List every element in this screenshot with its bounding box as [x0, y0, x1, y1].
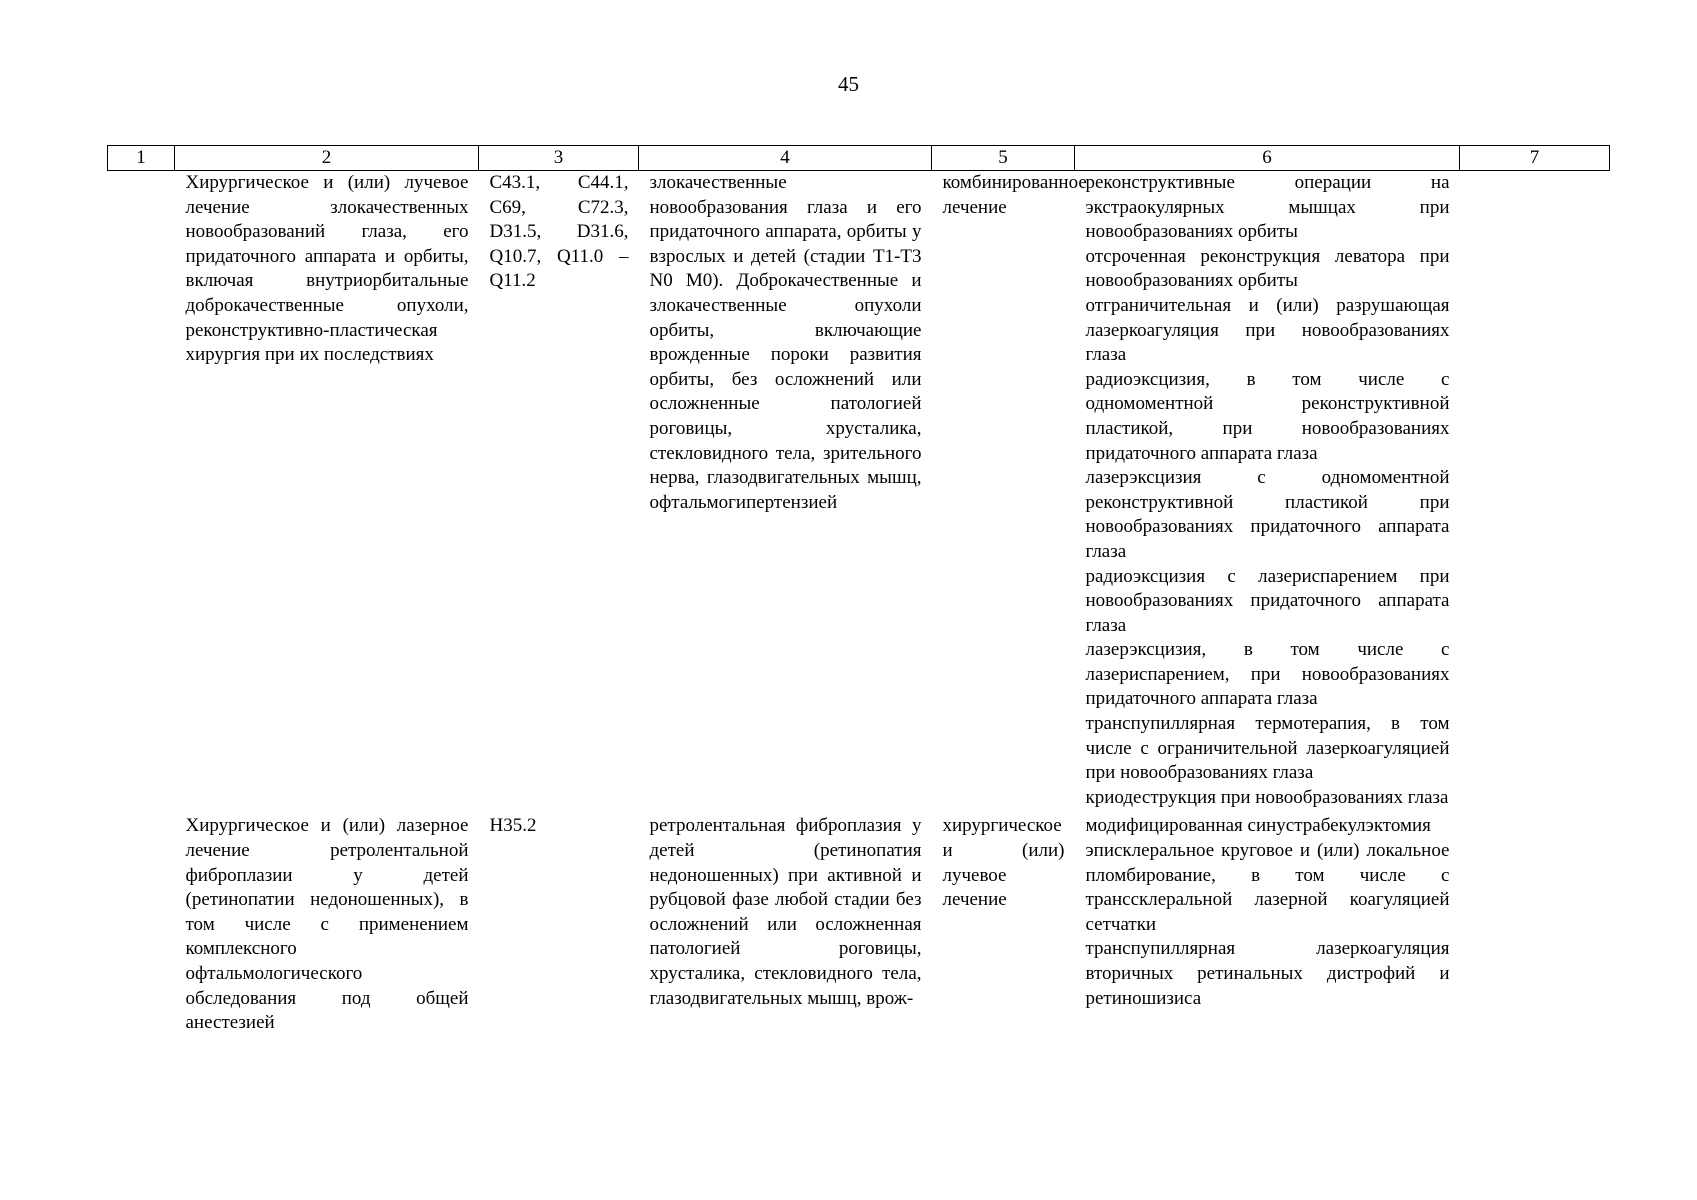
row2-icd-codes: H35.2	[489, 815, 537, 837]
services-table	[107, 145, 1610, 1040]
row1-col1	[108, 171, 175, 815]
method-item: лазерэксцизия, в том числе с лазериспарением, при новообразованиях придаточного аппарата глаза	[1085, 639, 1450, 710]
header-col-4: 4	[639, 146, 932, 171]
header-col-3: 3	[479, 146, 639, 171]
row1-patient-model: злокачественные новообразования глаза и его придаточного аппарата, орбиты у взрослых и детей (стадии T1-T3 N0 M0). Доброкачественные и злокачественные опухоли орбиты, включающие врожденные пороки развития орбиты, без осложнений или осложненные патологией роговицы, хрусталика, стекловидного тела, зрительного нерва, глазодвигательных мышц, офтальмогипертензией	[649, 172, 922, 513]
method-item: отграничительная и (или) разрушающая лазеркоагуляция при новообразованиях глаза	[1085, 294, 1450, 366]
header-col-1: 1	[108, 146, 175, 171]
row2-treatment-type: хирургическое и (или) лучевое лечение	[942, 815, 1065, 911]
method-item: реконструктивные операции на экстраокулярных мышцах при новообразованиях орбиты	[1085, 172, 1450, 243]
header-col-7: 7	[1460, 146, 1610, 171]
row1-methods	[1075, 171, 1460, 815]
row2-col7	[1460, 814, 1610, 1039]
row2-methods	[1075, 814, 1460, 1039]
method-item: радиоэксцизия, в том числе с одномоментной реконструктивной пластикой, при новообразованиях придаточного аппарата глаза	[1085, 368, 1450, 464]
row1-col7	[1460, 171, 1610, 815]
row2-treatment-name: Хирургическое и (или) лазерное лечение ретролентальной фиброплазии у детей (ретинопатии недоношенных), в том числе с применением комплексного офтальмологического обследования под общей анестезией	[185, 815, 469, 1034]
method-item: лазерэксцизия с одномоментной реконструктивной пластикой при новообразованиях придаточного аппарата глаза	[1085, 467, 1450, 562]
header-col-6: 6	[1075, 146, 1460, 171]
method-item: транспупиллярная термотерапия, в том числе с ограничительной лазеркоагуляцией при новообразованиях глаза	[1085, 713, 1450, 784]
method-item: криодеструкция при новообразованиях глаза	[1085, 786, 1449, 808]
table-row	[108, 814, 1610, 1039]
method-item: транспупиллярная лазеркоагуляция вторичных ретинальных дистрофий и ретиношизиса	[1085, 938, 1450, 1009]
row1-treatment-type: комбинированное лечение	[942, 172, 1087, 218]
method-item: радиоэксцизия с лазериспарением при новообразованиях придаточного аппарата глаза	[1085, 565, 1450, 636]
header-col-2: 2	[175, 146, 479, 171]
header-row	[108, 146, 1610, 171]
row2-col1	[108, 814, 175, 1039]
table-row	[108, 171, 1610, 815]
row1-icd-codes: C43.1, C44.1, C69, C72.3, D31.5, D31.6, Q10.7, Q11.0 – Q11.2	[489, 172, 629, 292]
method-item: модифицированная синустрабекулэктомия	[1085, 815, 1431, 837]
page-number: 45	[838, 72, 859, 96]
header-col-5: 5	[932, 146, 1075, 171]
row1-treatment-name: Хирургическое и (или) лучевое лечение злокачественных новообразований глаза, его придаточного аппарата и орбиты, включая внутриорбитальные доброкачественные опухоли, реконструктивно-пластическая хирургия при их последствиях	[185, 172, 469, 366]
row2-patient-model: ретролентальная фиброплазия у детей (ретинопатия недоношенных) при активной и рубцовой фазе любой стадии без осложнений или осложненная патологией роговицы, хрусталика, стекловидного тела, глазодвигательных мышц, врож-	[649, 815, 922, 1009]
method-item: эписклеральное круговое и (или) локальное пломбирование, в том числе с транссклеральной лазерной коагуляцией сетчатки	[1085, 840, 1450, 935]
method-item: отсроченная реконструкция леватора при новообразованиях орбиты	[1085, 245, 1450, 292]
